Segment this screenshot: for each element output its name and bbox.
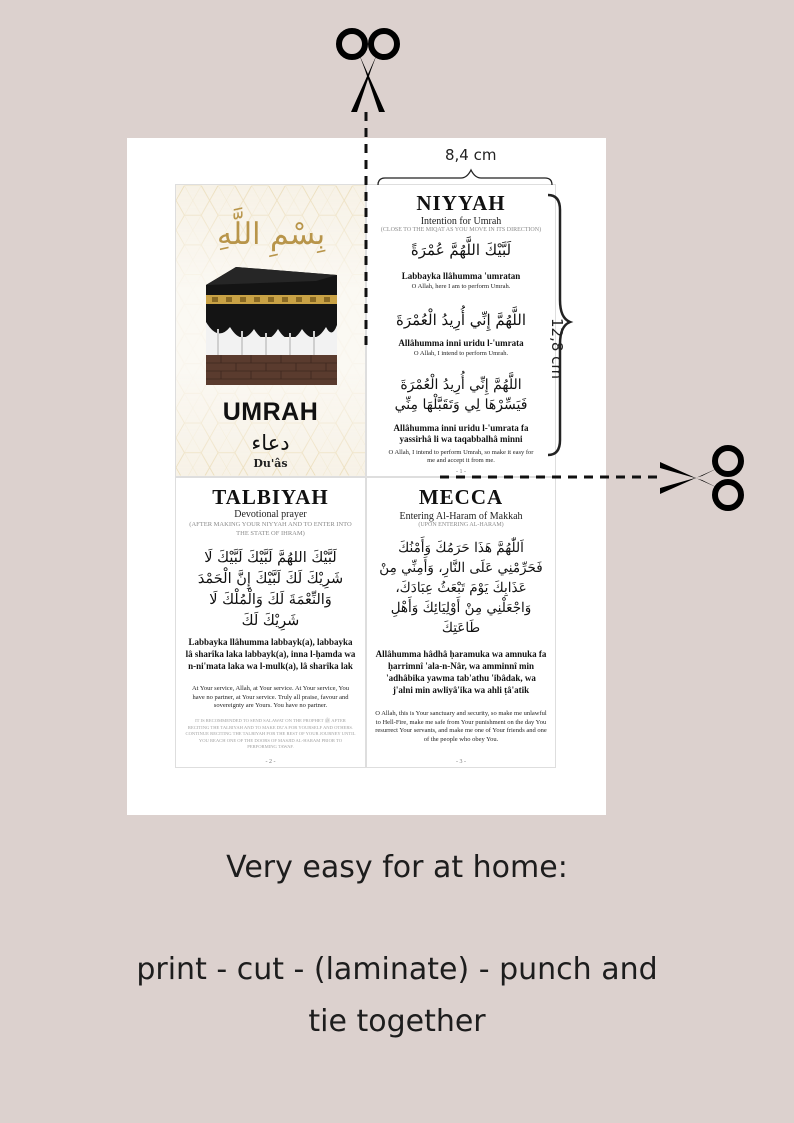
talbiyah-translit: Labbayka llâhumma labbayk(a), labbayka lâ sharîka laka labbayk(a), inna l-ḥamda wa n-ni'mata laka wa l-mulk(a), lâ sharîka lak [185, 637, 356, 671]
talbiyah-note: (AFTER MAKING YOUR NIYYAH AND TO ENTER INTO THE STATE OF IHRAM) [189, 521, 352, 537]
caption-line-2: print - cut - (laminate) - punch and [136, 952, 658, 987]
niyyah-title: NIYYAH [416, 191, 506, 215]
page-number: - 3 - [456, 759, 466, 765]
talbiyah-footnote: IT IS RECOMMENDED TO SEND SALAWAT ON THE PROPHET ﷺ AFTER RECITING THE TALBIYAH AND TO MAKE DU'A FOR YOURSELF AND OTHERS. CONTINUE RECITING THE TALBIYAH FOR THE REST OF YOUR JOURNEY UNTIL YOU REACH ONE OF THE DOORS OF MASJID AL-HARAM PRIOR TO PERFORMING TAWAF. [185, 718, 356, 749]
mecca-english: O Allah, this is Your sanctuary and security, so make me unlawful to Hell-Fire, make me safe from Your punishment on the day You resurrect Your servants, and make me one of Your friends and one of the people who obey You. [375, 710, 547, 743]
mecca-arabic: اَللّٰهُمَّ هَذَا حَرَمُكَ وَأَمْنُكَ فَحَرِّمْنِي عَلَى النَّارِ، وَأَمِنِّي مِنْ عَذَابِكَ يَوْمَ تَبْعَثُ عِبَادَكَ، وَاجْعَلْنِي مِنْ أَوْلِيَائِكَ وَأَهْلِ طَاعَتِكَ [379, 540, 543, 636]
talbiyah-english: At Your service, Allah, at Your service. At Your service, You have no partner, at Your service. Truly all praise, favour and sovereignty are Yours. You have no partner. [191, 685, 350, 709]
caption-line-1: Very easy for at home: [226, 850, 568, 885]
page-number: - 2 - [265, 759, 276, 765]
niyyah-arabic-1: لَبَّيْكَ اللَّهُمَّ عُمْرَةً [410, 241, 512, 259]
mecca-title: MECCA [418, 485, 504, 509]
niyyah-note: (CLOSE TO THE MIQAT AS YOU MOVE IN ITS DIRECTION) [380, 227, 542, 233]
bismillah-calligraphy: بِسْمِ اللَّهِ [216, 217, 326, 252]
niyyah-english-3: O Allah, I intend to perform Umrah, so make it easy for me and accept it from me. [388, 449, 534, 464]
talbiyah-arabic: لَبَّيْكَ اللهُمَّ لَبَّيْكَ لَبَّيْكَ لَا شَرِيْكَ لَكَ لَبَّيْكَ إِنَّ الْحَمْدَ وَالنِّعْمَةَ لَكَ وَالْمُلْكَ لَا شَرِيْكَ لَكَ [197, 550, 344, 629]
width-dimension-label: 8,4 cm [445, 146, 497, 164]
niyyah-english-1: O Allah, here I am to perform Umrah. [411, 283, 511, 290]
mecca-note: (UPON ENTERING AL-HARAM) [418, 522, 504, 528]
niyyah-translit-2: Allâhumma inni uridu l-'umrata [398, 338, 524, 348]
caption-line-3: tie together [308, 1004, 486, 1039]
cover-arabic-title: دعاء [251, 431, 290, 455]
niyyah-arabic-2: اللَّهُمَّ إِنِّي أُرِيدُ الْعُمْرَةَ [396, 311, 526, 329]
height-dimension-label: 12,8 cm [548, 318, 566, 380]
mecca-subtitle: Entering Al-Haram of Makkah [399, 511, 523, 522]
niyyah-translit-1: Labbayka llâhumma 'umratan [401, 271, 521, 281]
cover-subtitle: Du'âs [253, 457, 288, 470]
niyyah-english-2: O Allah, I intend to perform Umrah. [413, 350, 509, 357]
niyyah-translit-3: Allâhumma inni uridu l-'umrata fa yassirhâ li wa taqabbalhâ minni [393, 423, 529, 444]
niyyah-arabic-3: اللَّهُمَّ إِنِّي أُرِيدُ الْعُمْرَةَ فَيَسِّرْهَا لِي وَتَقَبَّلْهَا مِنِّي [394, 377, 528, 413]
cover-title: UMRAH [222, 398, 319, 426]
scissors-icon [656, 444, 746, 512]
page-number: - 1 - [456, 469, 466, 475]
niyyah-subtitle: Intention for Umrah [420, 216, 502, 227]
width-brace [378, 170, 552, 185]
scissors-icon [333, 26, 403, 116]
talbiyah-title: TALBIYAH [212, 485, 329, 509]
talbiyah-subtitle: Devotional prayer [234, 509, 307, 520]
mecca-translit: Allâhumma hâdhâ ḥaramuka wa amnuka fa ḥarrimnî 'ala-n-Nâr, wa amminnî min 'adhâbika yawma tab'athu 'ibâdak, wa j'alni min awliyâ'ika wa ahli ṭâ'atik [375, 649, 547, 695]
